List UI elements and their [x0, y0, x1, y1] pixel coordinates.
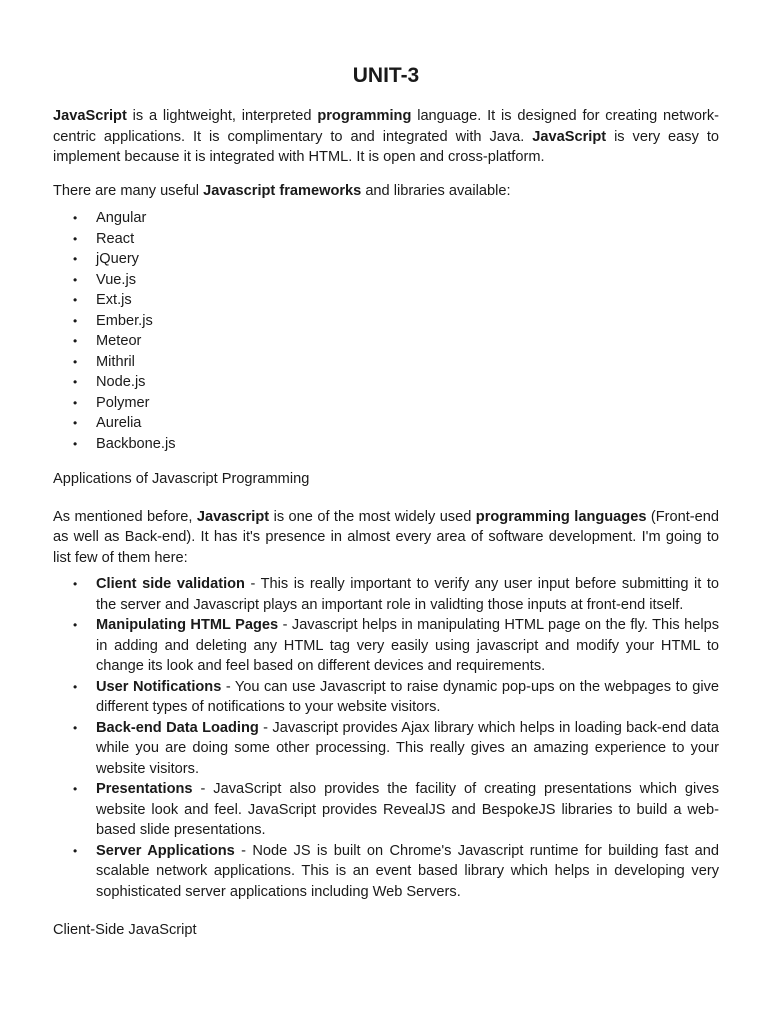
application-desc: - This is really important to verify any user input before submitting it to the server and Javascript plays an important role in validting those inputs at front-end itself.: [96, 576, 719, 613]
application-term: Server Applications: [96, 842, 235, 859]
framework-name: Angular: [96, 210, 147, 226]
application-term: Back-end Data Loading: [96, 719, 259, 736]
intro-text-a: is a lightweight, interpreted: [126, 108, 318, 124]
bullet-icon: •: [73, 354, 78, 369]
framework-name: Vue.js: [96, 271, 137, 288]
apps-intro-b: is one of the most widely used: [269, 508, 476, 525]
framework-name: React: [96, 230, 135, 247]
application-desc: - Javascript helps in manipulating HTML page on the fly. This helps in adding and deleting any HTML tag very easily using javascript and modify your HTML to change its look and feel based on different devices and requirements.: [96, 617, 719, 674]
applications-list: [53, 574, 719, 902]
bullet-icon: •: [73, 395, 78, 410]
bullet-icon: •: [73, 720, 78, 735]
list-item: [53, 331, 719, 352]
list-item: [53, 311, 719, 332]
list-item: [53, 372, 719, 393]
list-item: [53, 393, 719, 414]
bullet-icon: •: [73, 782, 78, 796]
application-term: Presentations: [96, 781, 193, 797]
intro-bold-programming: programming: [317, 108, 412, 124]
apps-intro-bold-languages: programming languages: [475, 508, 647, 525]
list-item: [53, 229, 719, 250]
bullet-icon: •: [73, 293, 78, 307]
apps-intro-bold-javascript: Javascript: [196, 508, 270, 525]
application-desc: - You can use Javascript to raise dynamic pop-ups on the webpages to give different types of notifications to your website visitors.: [96, 678, 719, 715]
bullet-icon: •: [73, 231, 78, 246]
list-item: [53, 270, 719, 291]
list-item: [53, 779, 719, 841]
frameworks-intro-b: and libraries available:: [361, 182, 511, 199]
framework-name: Backbone.js: [96, 435, 176, 452]
framework-name: Ext.js: [96, 292, 132, 308]
framework-name: Polymer: [96, 394, 150, 411]
applications-intro: [53, 507, 719, 569]
bullet-icon: •: [73, 843, 78, 858]
frameworks-intro-bold: Javascript frameworks: [203, 182, 362, 199]
list-item: [53, 208, 719, 229]
list-item: [53, 677, 719, 718]
intro-bold-javascript-2: JavaScript: [532, 128, 607, 145]
list-item: [53, 718, 719, 780]
application-term: Manipulating HTML Pages: [96, 617, 279, 633]
list-item: [53, 290, 719, 311]
apps-intro-a: As mentioned before,: [53, 508, 197, 525]
framework-name: Node.js: [96, 374, 146, 390]
bullet-icon: •: [73, 334, 78, 348]
bullet-icon: •: [73, 679, 78, 694]
frameworks-intro: [53, 181, 719, 202]
bullet-icon: •: [73, 577, 78, 591]
application-desc: - Node JS is built on Chrome's Javascript runtime for building fast and scalable network applications. This is an event based library which helps in developing very sophisticated server applications including Web Servers.: [96, 842, 719, 900]
framework-name: Meteor: [96, 333, 142, 349]
list-item: [53, 615, 719, 677]
page-title: UNIT-3: [352, 64, 420, 87]
application-term: User Notifications: [96, 678, 222, 695]
frameworks-intro-a: There are many useful: [53, 182, 204, 199]
bullet-icon: •: [73, 436, 78, 451]
bullet-icon: •: [73, 416, 78, 430]
framework-name: Mithril: [96, 353, 135, 370]
application-term: Client side validation: [96, 576, 245, 592]
list-item: [53, 574, 719, 615]
bullet-icon: •: [73, 618, 78, 632]
framework-name: jQuery: [96, 251, 139, 267]
bullet-icon: •: [73, 375, 78, 389]
apps-intro-c: (Front-end as well as Back-end). It has it's presence in almost every area of software development. I'm going to list few of them here:: [53, 508, 720, 566]
application-desc: - Javascript provides Ajax library which helps in loading back-end data while you are doing some other processing. This really gives an amazing experience to your website visitors.: [96, 719, 719, 777]
bullet-icon: •: [73, 252, 78, 266]
frameworks-list: [53, 208, 719, 454]
bullet-icon: •: [73, 313, 78, 328]
framework-name: Aurelia: [96, 415, 142, 431]
bullet-icon: •: [73, 211, 78, 225]
intro-bold-javascript: JavaScript: [53, 108, 127, 124]
applications-heading: Applications of Javascript Programming: [53, 471, 310, 487]
client-side-heading: Client-Side JavaScript: [53, 922, 197, 938]
intro-text-c: is very easy to implement because it is integrated with HTML. It is open and cross-platform.: [53, 128, 719, 165]
bullet-icon: •: [73, 272, 78, 287]
list-item: [53, 352, 719, 373]
list-item: [53, 841, 719, 903]
intro-text-b: language. It is designed for creating network-centric applications. It is complimentary to and integrated with Java.: [53, 108, 719, 145]
application-desc: - JavaScript also provides the facility of creating presentations which gives website look and feel. JavaScript provides RevealJS and BespokeJS libraries to build a web-based slide presentations.: [96, 781, 719, 838]
list-item: [53, 249, 719, 270]
framework-name: Ember.js: [96, 312, 153, 329]
intro-paragraph: [53, 106, 719, 168]
list-item: [53, 413, 719, 434]
list-item: [53, 434, 719, 455]
